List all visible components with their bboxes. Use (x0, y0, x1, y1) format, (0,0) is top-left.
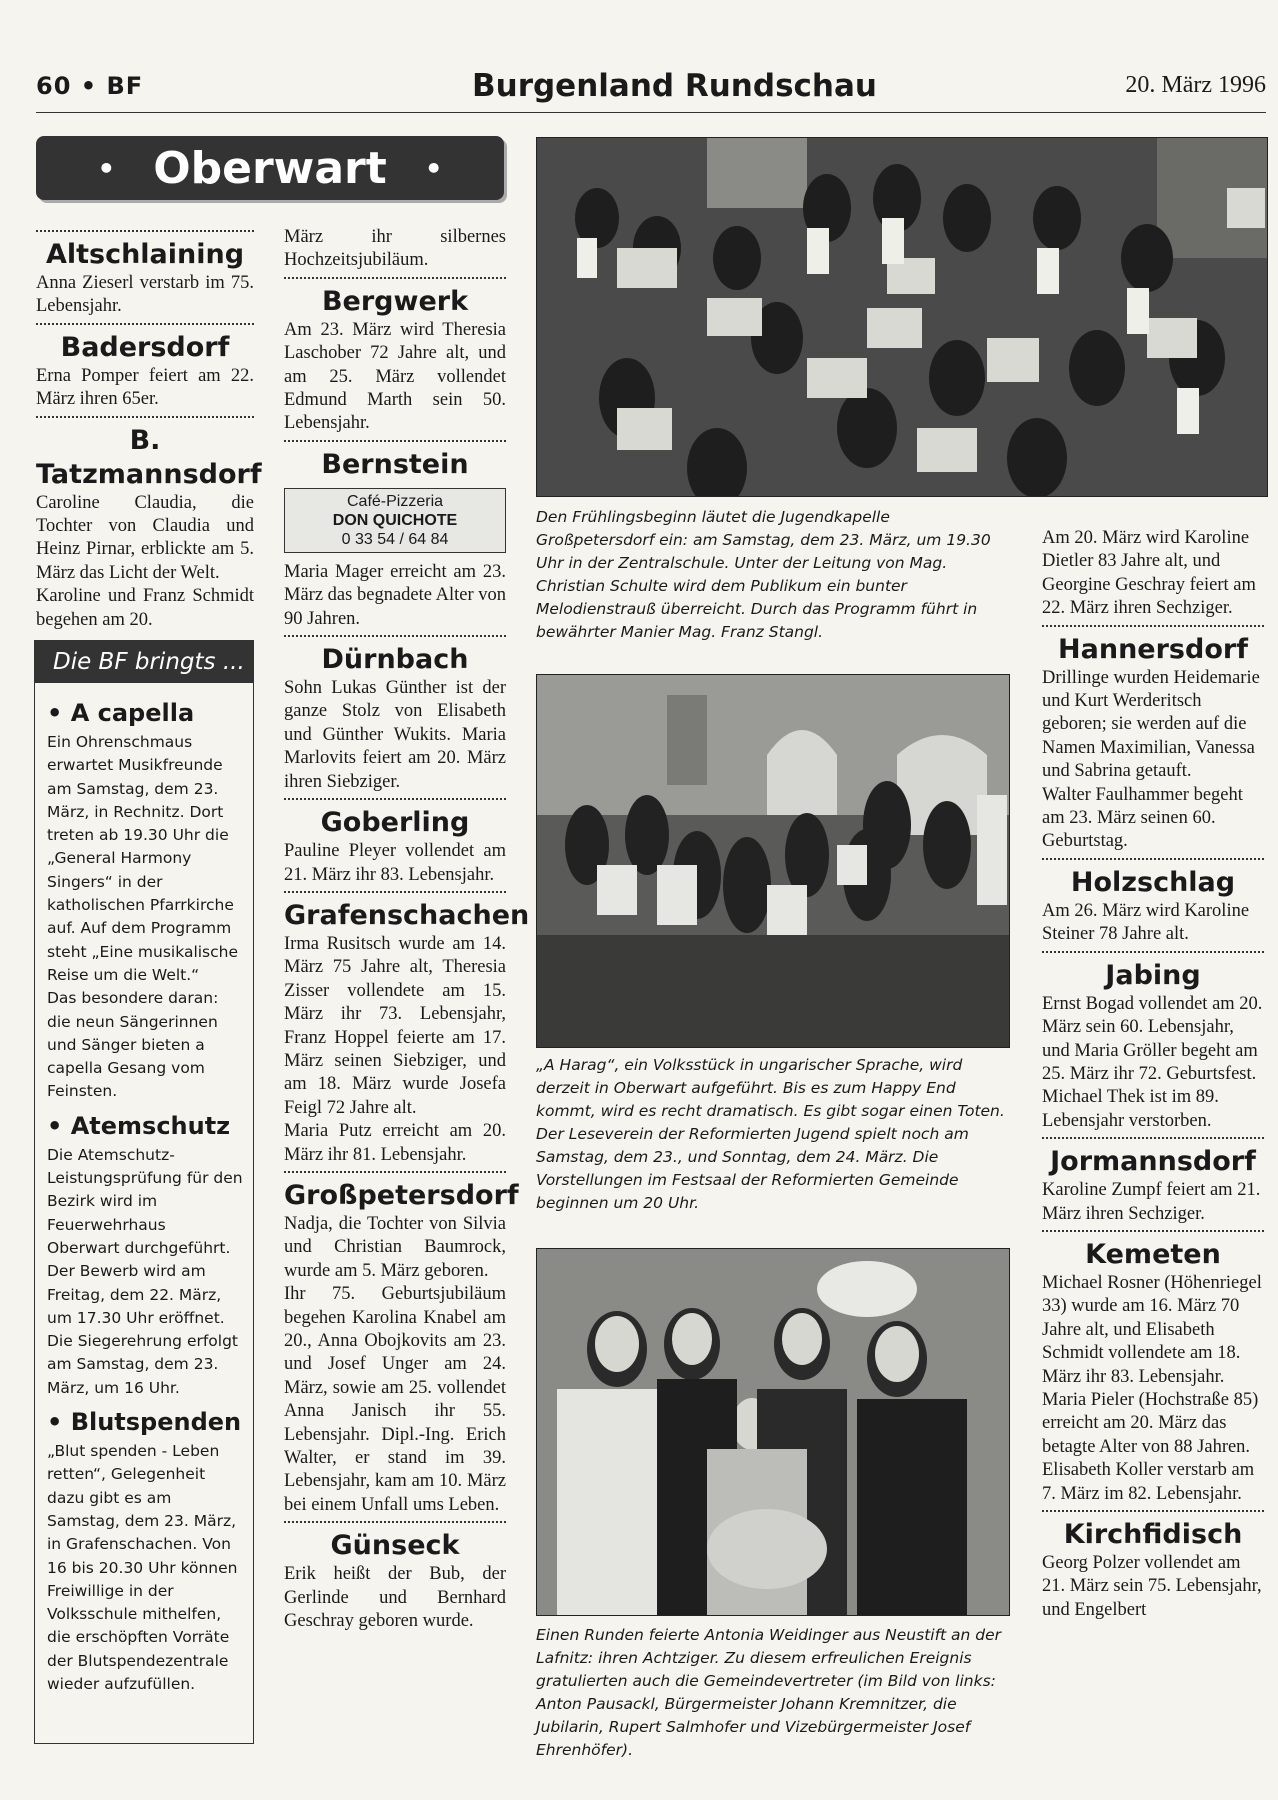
place-heading: Bernstein (321, 448, 469, 480)
photo-caption: „A Harag“, ein Volksstück in ungarischer Sprache, wird derzeit in Oberwart aufgeführt. Bis es zum Happy End kommt, wird es recht dramatisch. Es gibt sogar einen Toten. Der Leseverein der Reformierten Jugend spielt noch am Samstag, dem 23., und Sonntag, dem 24. März. Die Vorstellungen im Festsaal der Reformierten Gemeinde beginnen um 20 Uhr. (536, 1056, 1005, 1212)
cafe-advertisement (284, 488, 506, 553)
theatre-image (537, 675, 1009, 1047)
page-header (36, 64, 1266, 113)
divider (284, 798, 506, 800)
entry-text: Am 20. März wird Karoline Dietler 83 Jahre alt, und Georgine Geschray feiert am 22. März ihren Sechziger. (1042, 528, 1256, 619)
issue-date: 20. März 1996 (1125, 72, 1266, 98)
entry-text: Georg Polzer vollendet am 21. März sein 75. Lebensjahr, und Engelbert (1042, 1553, 1262, 1620)
sidebar-item-text: Die Atemschutz-Leistungsprüfung für den Bezirk wird im Feuerwehrhaus Oberwart durchgeführt. Der Bewerb wird am Freitag, dem 22. März, um 17.30 Uhr eröffnet. Die Siegerehrung erfolgt am Samstag, dem 23. März, um 16 Uhr. (47, 1145, 243, 1397)
divider (1042, 1230, 1264, 1232)
entry-text: Am 26. März wird Karoline Steiner 78 Jahre alt. (1042, 900, 1250, 945)
divider (284, 635, 506, 637)
sidebar-item-text: Ein Ohrenschmaus erwartet Musikfreunde am Samstag, dem 23. März, in Rechnitz. Dort treten ab 19.30 Uhr die „General Harmony Singers“ in der katholischen Pfarrkirche auf. Auf dem Programm steht „Eine musikalische Reise um die Welt.“ (47, 733, 239, 984)
place-heading: Badersdorf (60, 331, 230, 363)
place-heading: Goberling (320, 807, 470, 839)
ad-line: Café-Pizzeria (346, 492, 444, 510)
publication-title: Burgenland Rundschau (472, 68, 877, 104)
sidebar-item-text: „Blut spenden - Leben retten“, Gelegenheit dazu gibt es am Samstag, dem 23. März, in Grafenschachen. Von 16 bis 20.30 Uhr können Freiwillige in der Volksschule mithelfen, die erschöpften Vorräte der Blutspendezentrale wieder aufzufüllen. (47, 1442, 238, 1693)
divider (36, 230, 254, 232)
entry-text: Ernst Bogad vollendet am 20. März sein 60. Lebensjahr, und Maria Gröller begeht am 25. März ihr 72. Geburtsfest. (1042, 993, 1263, 1084)
place-heading: Holzschlag (1070, 866, 1236, 898)
photo-caption: Einen Runden feierte Antonia Weidinger aus Neustift an der Lafnitz: ihren Achtziger. Zu diesem erfreulichen Ereignis gratulierten auch die Gemeindevertreter (im Bild von links: Anton Pausackl, Bürgermeister Johann Kremnitzer, die Jubilarin, Rupert Salmhofer und Vizebürgermeister Josef Ehrenhöfer). (536, 1626, 1002, 1759)
place-heading: Dürnbach (321, 644, 469, 676)
entry-text: Erik heißt der Bub, der Gerlinde und Bernhard Geschray geboren wurde. (284, 1564, 506, 1632)
divider (1042, 1510, 1264, 1512)
entry-text: Michael Thek ist im 89. Lebensjahr verstorben. (1042, 1087, 1219, 1131)
entry-text: Ihr 75. Geburtsjubiläum begehen Karolina Knabel am 20., Anna Obojkovits am 23. und Josef Unger am 24. März, sowie am 25. vollendet Anna Janisch ihr 55. Lebensjahr. Dipl.-Ing. Erich Walter, er stand im 39. Lebensjahr, kam am 10. März bei einem Unfall ums Leben. (284, 1284, 506, 1515)
photo-brass-band (536, 137, 1268, 497)
entry-text: Caroline Claudia, die Tochter von Claudia und Heinz Pirnar, erblickte am 5. März das Licht der Welt. (36, 492, 254, 583)
divider (284, 1171, 506, 1173)
place-heading: Bergwerk (321, 285, 469, 317)
entry-text: Irma Rusitsch wurde am 14. März 75 Jahre alt, Theresia Zisser vollendete am 15. März ihr 73. Lebensjahr, Franz Hoppel feierte am 17. März seinen Siebziger, und am 18. März wurde Josefa Feigl 72 Jahre alt. (284, 933, 506, 1118)
birthday-image (537, 1249, 1009, 1615)
entry-text: Maria Putz erreicht am 20. März ihr 81. Lebensjahr. (284, 1121, 506, 1165)
place-heading: Jormannsdorf (1050, 1146, 1256, 1178)
divider (1042, 1137, 1264, 1139)
divider (284, 440, 506, 442)
banner-bullet-right: • (424, 151, 443, 185)
divider (284, 1521, 506, 1523)
column-2 (284, 226, 530, 1633)
entry-text: Karoline Zumpf feiert am 21. März ihren Sechziger. (1042, 1180, 1261, 1224)
column-1 (36, 226, 262, 632)
divider (1042, 858, 1264, 860)
entry-text: Michael Rosner (Höhenriegel 33) wurde am 16. März 70 Jahre alt, und Elisabeth Schmidt vollendete am 18. März ihr 83. Lebensjahr. (1042, 1272, 1262, 1387)
divider (36, 323, 254, 325)
entry-text: Erna Pomper feiert am 22. März ihren 65er. (36, 365, 254, 410)
entry-text: Sohn Lukas Günther ist der ganze Stolz von Elisabeth und Günther Wukits. Maria Marlovits feiert am 20. März ihren Siebziger. (284, 678, 506, 792)
divider (284, 891, 506, 893)
place-heading: Günseck (330, 1530, 460, 1562)
entry-text: Maria Pieler (Hochstraße 85) erreicht am 20. März das betagte Alter von 88 Jahren. (1042, 1389, 1259, 1457)
entry-text: Nadja, die Tochter von Silvia und Christian Baumrock, wurde am 5. März geboren. (284, 1213, 506, 1281)
section-banner (36, 136, 504, 200)
entry-text: März ihr silbernes Hochzeitsjubiläum. (284, 227, 506, 271)
sidebar-box (34, 640, 254, 1744)
entry-text: Anna Zieserl verstarb im 75. Lebensjahr. (36, 273, 254, 317)
entry-text: Elisabeth Koller verstarb am 7. März im 82. Lebensjahr. (1042, 1460, 1255, 1504)
divider (1042, 625, 1264, 627)
place-heading: Altschlaining (45, 239, 245, 270)
ad-phone: 0 33 54 / 64 84 (341, 530, 449, 548)
photo-birthday (536, 1248, 1010, 1616)
ad-name: DON QUICHOTE (332, 511, 458, 529)
place-heading: Großpetersdorf (284, 1179, 519, 1211)
entry-text: Maria Mager erreicht am 23. März das begnadete Alter von 90 Jahren. (284, 561, 506, 629)
photo-theatre (536, 674, 1010, 1048)
sidebar-item-heading: • Blutspenden (47, 1408, 242, 1437)
brass-band-image (537, 138, 1267, 496)
banner-bullet-left: • (97, 151, 116, 185)
sidebar-item-text: Das besondere daran: die neun Sängerinnen und Sänger bieten a capella Gesang vom Feinsten. (47, 989, 219, 1101)
place-heading: B. Tatzmannsdorf (36, 424, 262, 490)
sidebar-title: Die BF bringts ... (35, 641, 253, 683)
divider (1042, 951, 1264, 953)
entry-text: Am 23. März wird Theresia Laschober 72 Jahre alt, und am 25. März vollendet Edmund Marth sein 50. Lebensjahr. (284, 319, 506, 434)
place-heading: Hannersdorf (1058, 633, 1248, 665)
sidebar-item-heading: • Atemschutz (47, 1111, 231, 1140)
divider (284, 277, 506, 279)
place-heading: Jabing (1105, 959, 1201, 991)
entry-text: Karoline und Franz Schmidt begehen am 20. (36, 586, 254, 630)
place-heading: Kemeten (1085, 1238, 1221, 1270)
place-heading: Grafenschachen (284, 899, 530, 931)
entry-text: Pauline Pleyer vollendet am 21. März ihr 83. Lebensjahr. (284, 841, 506, 885)
photo-caption: Den Frühlingsbeginn läutet die Jugendkapelle Großpetersdorf ein: am Samstag, dem 23. März, um 19.30 Uhr in der Zentralschule. Unter der Leitung von Mag. Christian Schulte wird dem Publikum ein bunter Melodienstrauß überreicht. Durch das Programm führt in bewährter Manier Mag. Franz Stangl. (536, 508, 991, 641)
column-3 (1042, 527, 1264, 1622)
entry-text: Drillinge wurden Heidemarie und Kurt Werderitsch geboren; sie werden auf die Namen Maximilian, Vanessa und Sabrina getauft. (1042, 667, 1260, 782)
section-title: Oberwart (153, 142, 387, 194)
place-heading: Kirchfidisch (1063, 1519, 1243, 1550)
divider (36, 416, 254, 418)
page-label: 60 • BF (36, 72, 144, 100)
entry-text: Walter Faulhammer begeht am 23. März seinen 60. Geburtstag. (1042, 784, 1243, 852)
sidebar-item-heading: • A capella (47, 699, 195, 727)
